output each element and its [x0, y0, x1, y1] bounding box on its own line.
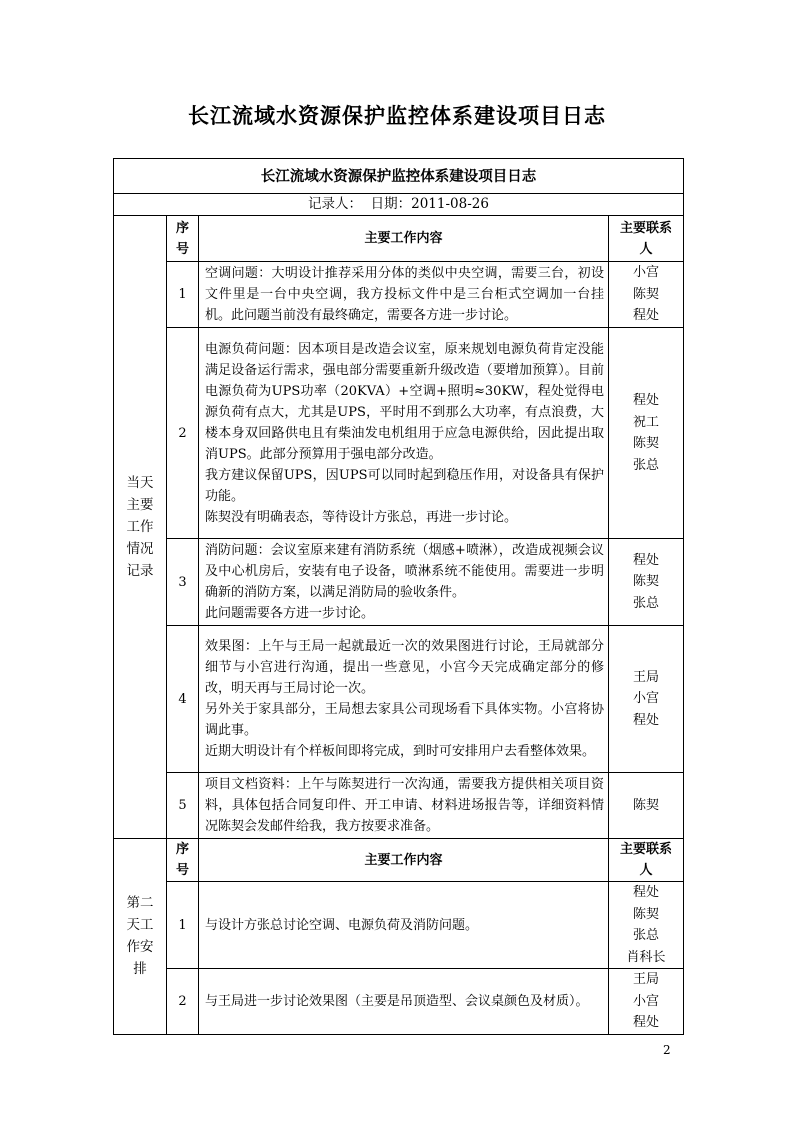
page-number: 2	[663, 1043, 671, 1057]
row-content: 与王局进一步讨论效果图（主要是吊顶造型、会议桌颜色及材质）。	[199, 969, 609, 1035]
row-contacts: 程处 陈契 张总 肖科长	[609, 882, 684, 969]
table-row	[114, 626, 684, 773]
recorder-date-line: 记录人： 日期：2011-08-26	[114, 194, 684, 216]
row-contacts: 程处 祝工 陈契 张总	[609, 328, 684, 539]
row-contacts: 程处 陈契 张总	[609, 539, 684, 626]
row-contacts: 陈契	[609, 773, 684, 839]
row-content: 与设计方张总讨论空调、电源负荷及消防问题。	[199, 882, 609, 969]
table-row	[114, 773, 684, 839]
table-row	[114, 539, 684, 626]
header-num: 序号	[167, 839, 199, 882]
row-num: 5	[167, 773, 199, 839]
table-row	[114, 262, 684, 328]
header-content: 主要工作内容	[199, 839, 609, 882]
header-contact: 主要联系人	[609, 216, 684, 262]
header-content: 主要工作内容	[199, 216, 609, 262]
row-content: 项目文档资料：上午与陈契进行一次沟通，需要我方提供相关项目资料，具体包括合同复印件、开工申请、材料进场报告等，详细资料情况陈契会发邮件给我，我方按要求准备。	[199, 773, 609, 839]
row-contacts: 王局 小宫 程处	[609, 969, 684, 1035]
row-contacts: 王局 小宫 程处	[609, 626, 684, 773]
row-num: 2	[167, 328, 199, 539]
table-row	[114, 882, 684, 969]
row-num: 3	[167, 539, 199, 626]
row-content: 消防问题：会议室原来建有消防系统（烟感+喷淋），改造成视频会议及中心机房后，安装有电子设备，喷淋系统不能使用。需要进一步明确新的消防方案，以满足消防局的验收条件。 此问题需要各方进一步讨论。	[199, 539, 609, 626]
project-log-table	[113, 158, 684, 1035]
page-title: 长江流域水资源保护监控体系建设项目日志	[188, 103, 606, 128]
row-content: 效果图：上午与王局一起就最近一次的效果图进行讨论，王局就部分细节与小宫进行沟通，提出一些意见，小宫今天完成确定部分的修改，明天再与王局讨论一次。 另外关于家具部分，王局想去家具公司现场看下具体实物。小宫将协调此事。 近期大明设计有个样板间即将完成，到时可安排用户去看整体效果。	[199, 626, 609, 773]
row-contacts: 小宫 陈契 程处	[609, 262, 684, 328]
header-contact: 主要联系人	[609, 839, 684, 882]
section-label-tomorrow: 第二天工作安排	[114, 839, 167, 1035]
table-title: 长江流域水资源保护监控体系建设项目日志	[114, 159, 684, 194]
section-label-today: 当天主要工作情况记录	[114, 216, 167, 839]
row-num: 4	[167, 626, 199, 773]
row-content: 电源负荷问题：因本项目是改造会议室，原来规划电源负荷肯定没能满足设备运行需求，强电部分需要重新升级改造（要增加预算）。目前电源负荷为UPS功率（20KVA）+空调+照明≈30KW，程处觉得电源负荷有点大，尤其是UPS，平时用不到那么大功率，有点浪费，大楼本身双回路供电且有柴油发电机组用于应急电源供给，因此提出取消UPS。此部分预算用于强电部分改造。 我方建议保留UPS，因UPS可以同时起到稳压作用，对设备具有保护功能。 陈契没有明确表态，等待设计方张总，再进一步讨论。	[199, 328, 609, 539]
header-num: 序号	[167, 216, 199, 262]
table-row	[114, 969, 684, 1035]
row-content: 空调问题：大明设计推荐采用分体的类似中央空调，需要三台，初设文件里是一台中央空调，我方投标文件中是三台柜式空调加一台挂机。此问题当前没有最终确定，需要各方进一步讨论。	[199, 262, 609, 328]
table-row	[114, 328, 684, 539]
row-num: 1	[167, 882, 199, 969]
row-num: 2	[167, 969, 199, 1035]
row-num: 1	[167, 262, 199, 328]
